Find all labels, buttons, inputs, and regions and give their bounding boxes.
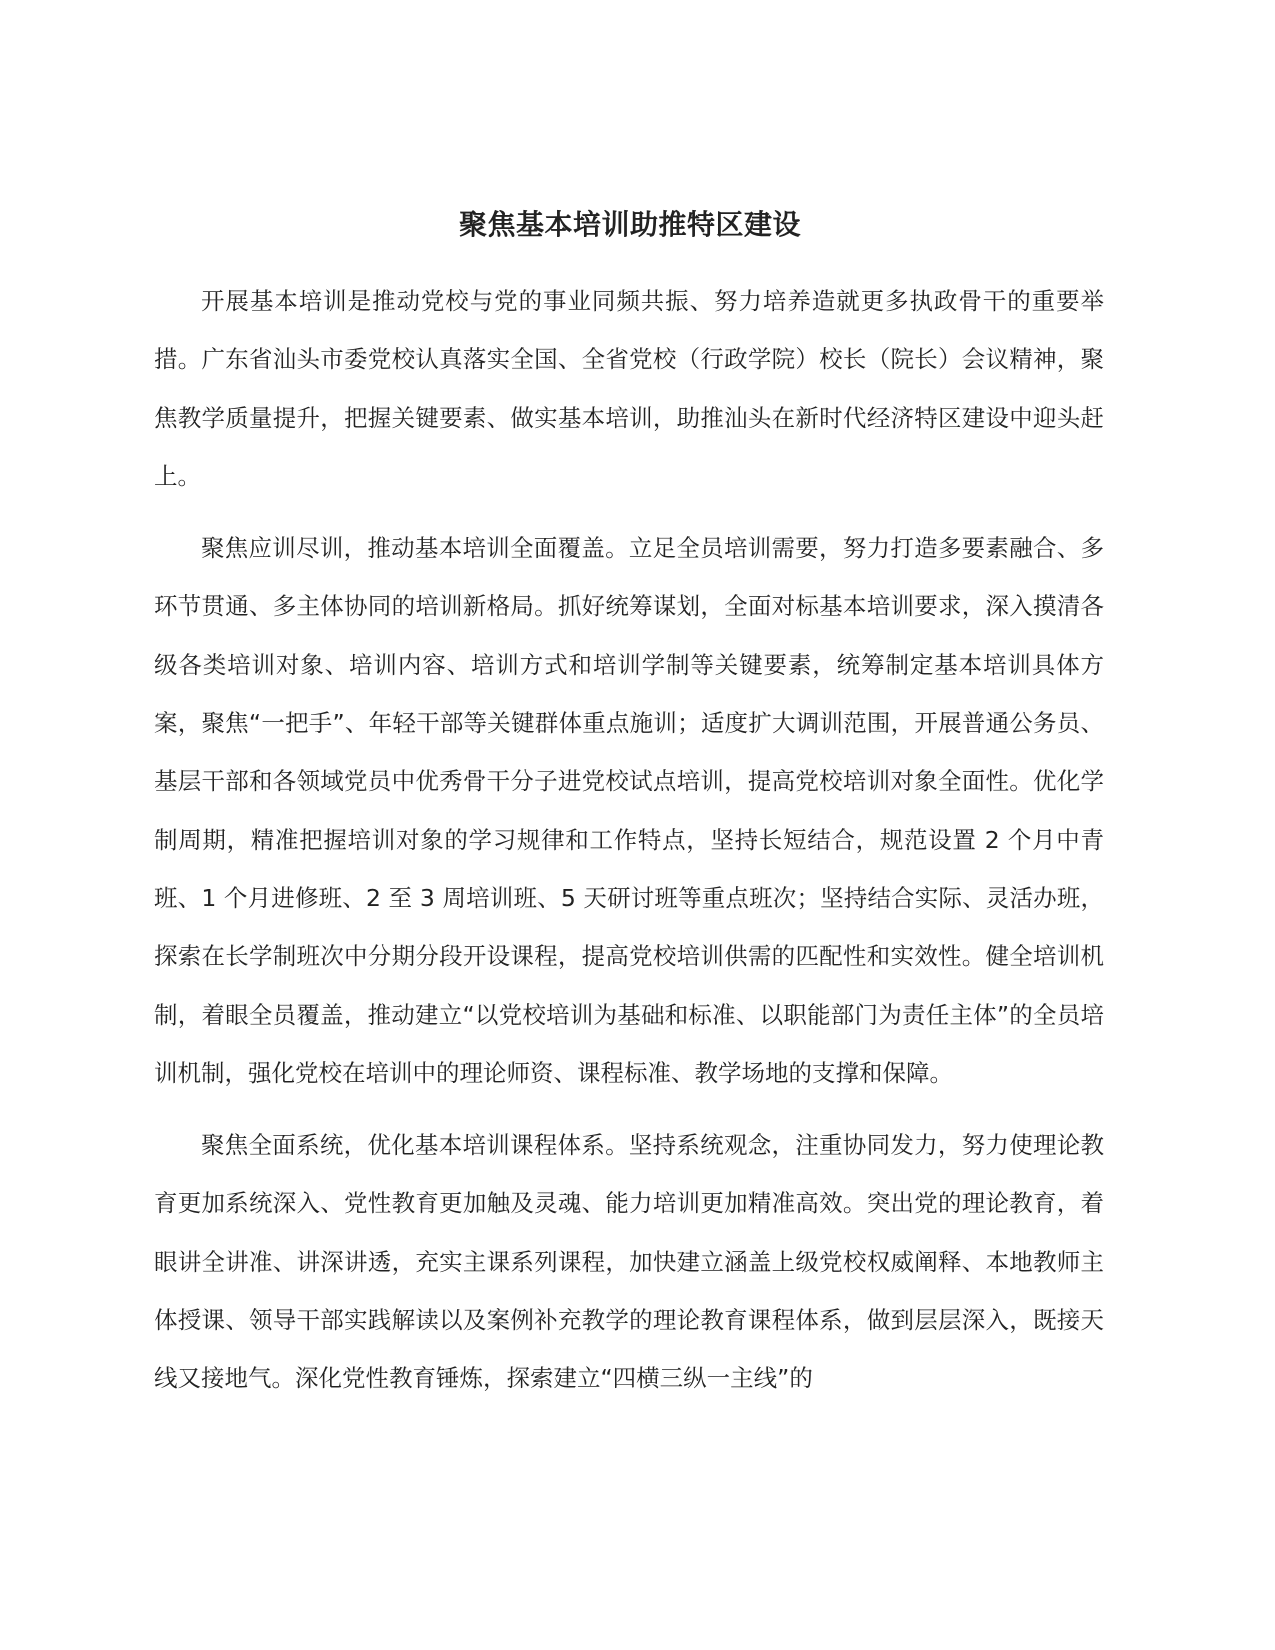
paragraph: 开展基本培训是推动党校与党的事业同频共振、努力培养造就更多执政骨干的重要举措。广东省汕头市委党校认真落实全国、全省党校（行政学院）校长（院长）会议精神，聚焦教学质量提升，把握关键要素、做实基本培训，助推汕头在新时代经济特区建设中迎头赶上。 (154, 287, 1104, 490)
paragraph: 聚焦全面系统，优化基本培训课程体系。坚持系统观念，注重协同发力，努力使理论教育更加系统深入、党性教育更加触及灵魂、能力培训更加精准高效。突出党的理论教育，着眼讲全讲准、讲深讲透，充实主课系列课程，加快建立涵盖上级党校权威阐释、本地教师主体授课、领导干部实践解读以及案例补充教学的理论教育课程体系，做到层层深入，既接天线又接地气。深化党性教育锤炼，探索建立“四横三纵一主线”的 (154, 1131, 1104, 1393)
document-title: 聚焦基本培训助推特区建设 (458, 207, 801, 241)
paragraph: 聚焦应训尽训，推动基本培训全面覆盖。立足全员培训需要，努力打造多要素融合、多环节贯通、多主体协同的培训新格局。抓好统筹谋划，全面对标基本培训要求，深入摸清各级各类培训对象、培训内容、培训方式和培训学制等关键要素，统筹制定基本培训具体方案，聚焦“一把手”、年轻干部等关键群体重点施训；适度扩大调训范围，开展普通公务员、基层干部和各领域党员中优秀骨干分子进党校试点培训，提高党校培训对象全面性。优化学制周期，精准把握培训对象的学习规律和工作特点，坚持长短结合，规范设置 2 个月中青班、1 个月进修班、2 至 3 周培训班、5 天研讨班等重点班次；坚持结合实际、灵活办班，探索在长学制班次中分期分段开设课程，提高党校培训供需的匹配性和实效性。健全培训机制，着眼全员覆盖，推动建立“以党校培训为基础和标准、以职能部门为责任主体”的全员培训机制，强化党校在培训中的理论师资、课程标准、教学场地的支撑和保障。 (154, 534, 1104, 1087)
document-body (154, 272, 1104, 1408)
